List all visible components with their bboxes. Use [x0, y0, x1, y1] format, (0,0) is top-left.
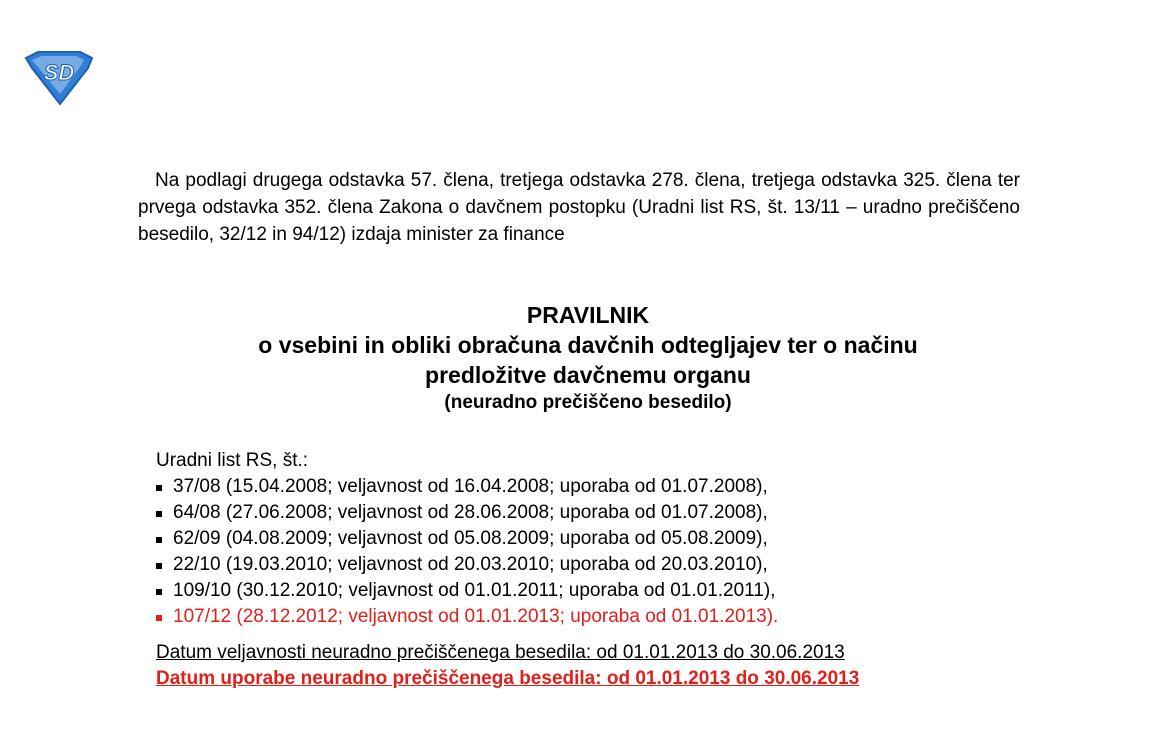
gazette-item-latest — [156, 604, 1036, 630]
bullet-icon — [156, 485, 162, 491]
gazette-item — [156, 578, 1036, 604]
gazette-list — [156, 474, 1036, 630]
logo-text: SD — [43, 60, 75, 85]
document-subtitle-line1: o vsebini in obliki obračuna davčnih odtegljajev ter o načinu — [258, 332, 918, 358]
gazette-section — [156, 448, 1036, 630]
gazette-item-text: 62/09 (04.08.2009; veljavnost od 05.08.2009; uporaba od 05.08.2009), — [173, 528, 768, 549]
gazette-item — [156, 500, 1036, 526]
title-block — [138, 300, 1038, 416]
dates-section — [156, 640, 1036, 692]
gazette-item-text: 37/08 (15.04.2008; veljavnost od 16.04.2008; uporaba od 01.07.2008), — [173, 476, 768, 497]
bullet-icon — [156, 511, 162, 517]
gazette-item — [156, 526, 1036, 552]
bullet-icon — [156, 615, 162, 621]
logo — [22, 50, 96, 106]
document-subtitle-line2: predložitve davčnemu organu — [425, 362, 751, 388]
bullet-icon — [156, 537, 162, 543]
document-title: PRAVILNIK — [526, 302, 650, 328]
gazette-label: Uradni list RS, št.: — [156, 450, 309, 471]
gazette-item — [156, 474, 1036, 500]
application-date: Datum uporabe neuradno prečiščenega besedila: od 01.01.2013 do 30.06.2013 — [156, 668, 860, 689]
validity-date: Datum veljavnosti neuradno prečiščenega besedila: od 01.01.2013 do 30.06.2013 — [156, 642, 845, 663]
bullet-icon — [156, 589, 162, 595]
intro-paragraph: Na podlagi drugega odstavka 57. člena, tretjega odstavka 278. člena, tretjega odstavka 325. člena ter prvega odstavka 352. člena Zakona o davčnem postopku (Uradni list RS, št. 13/11 – uradno prečiščeno besedilo, 32/12 in 94/12) izdaja minister za finance — [138, 170, 1020, 245]
gazette-item-text: 64/08 (27.06.2008; veljavnost od 28.06.2008; uporaba od 01.07.2008), — [173, 502, 768, 523]
gazette-item — [156, 552, 1036, 578]
gazette-item-text: 107/12 (28.12.2012; veljavnost od 01.01.2013; uporaba od 01.01.2013). — [173, 606, 779, 627]
shield-logo-icon — [22, 50, 96, 106]
gazette-item-text: 109/10 (30.12.2010; veljavnost od 01.01.2011; uporaba od 01.01.2011), — [173, 580, 776, 601]
document-note: (neuradno prečiščeno besedilo) — [444, 392, 732, 413]
bullet-icon — [156, 563, 162, 569]
gazette-item-text: 22/10 (19.03.2010; veljavnost od 20.03.2010; uporaba od 20.03.2010), — [173, 554, 768, 575]
